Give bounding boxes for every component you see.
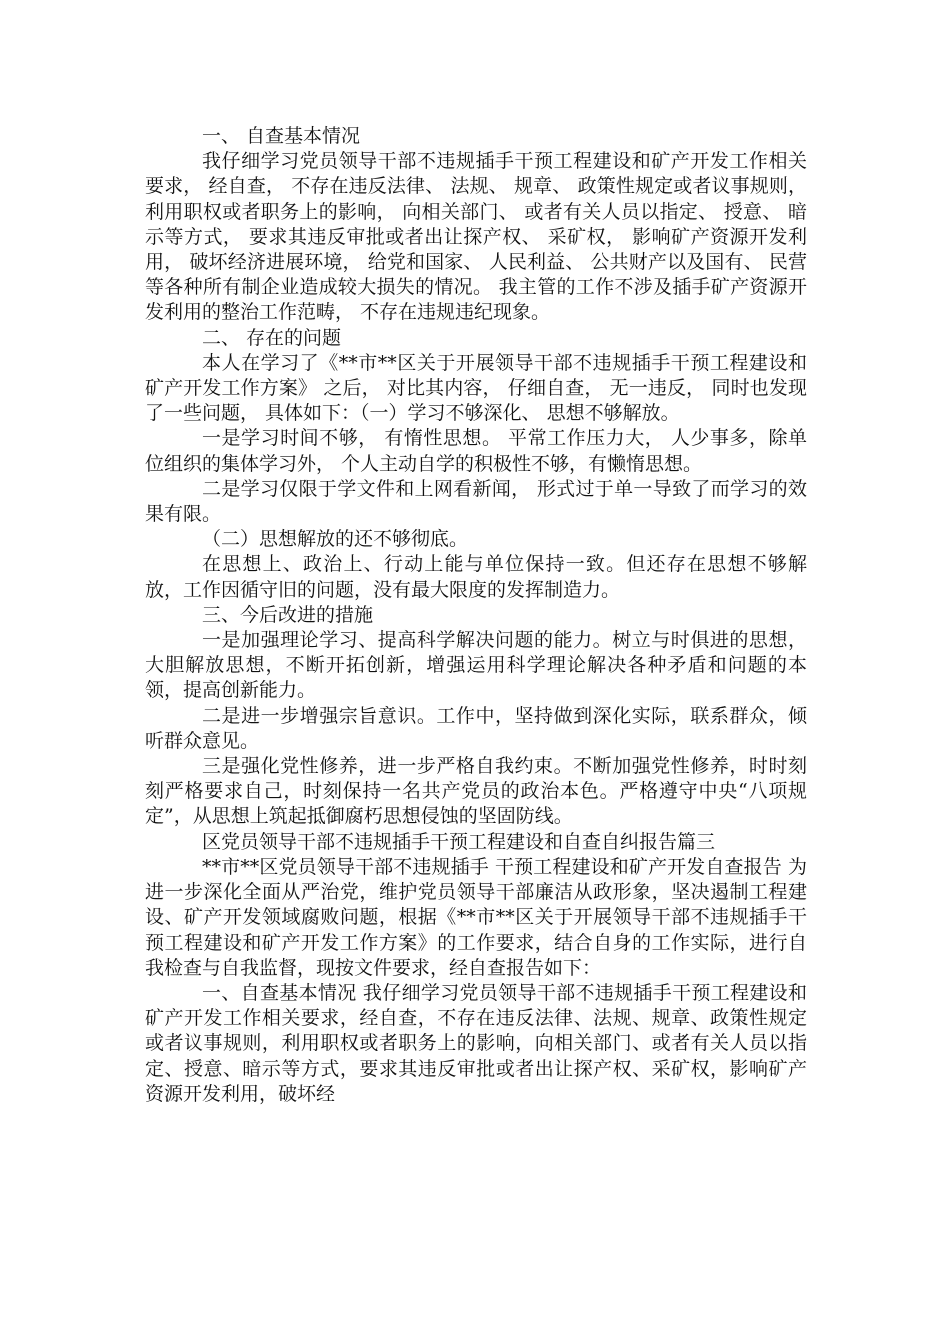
report-title-part-3: 区党员领导干部不违规插手干预工程建设和自查自纠报告篇三 [202,830,716,853]
section-heading-1: 一、 自查基本情况 [202,125,361,147]
subheading-thought: （二）思想解放的还不够彻底。 [202,528,469,551]
section-heading-3: 三、今后改进的措施 [202,603,374,626]
paragraph-measure-3: 三是强化党性修养，进一步严格自我约束。不断加强党性修养，时时刻刻严格要求自己，时刻保持一名共产党员的政治本色。严格遵守中央“八项规定”，从思想上筑起抵御腐朽思想侵蚀的坚固防线。 [145,755,807,828]
paragraph-problem-1: 一是学习时间不够， 有惰性思想。 平常工作压力大， 人少事多，除单位组织的集体学习外， 个人主动自学的积极性不够，有懒惰思想。 [145,427,807,475]
paragraph-self-check-1: 我仔细学习党员领导干部不违规插手干预工程建设和矿产开发工作相关要求， 经自查， 不存在违反法律、 法规、 规章、 政策性规定或者议事规则， 利用职权或者职务上的影响， 向相关部门、 或者有关人员以指定、 授意、 暗示等方式， 要求其违反审批或者出让探产权、 采矿权， 影响矿产资源开发利用， 破坏经济进展环境， 给党和国家、 人民利益、 公共财产以及国有、 民营等各种所有制企业造成较大损失的情况。 我主管的工作不涉及插手矿产资源开发利用的整治工作范畴， 不存在违规违纪现象。 [145,150,814,324]
paragraph-problem-2: 二是学习仅限于学文件和上网看新闻， 形式过于单一导致了而学习的效果有限。 [145,477,807,526]
document-page [145,124,814,1107]
paragraph-measure-2: 二是进一步增强宗旨意识。工作中，坚持做到深化实际，联系群众，倾听群众意见。 [145,704,807,752]
paragraph-thought: 在思想上、政治上、行动上能与单位保持一致。但还存在思想不够解放，工作因循守旧的问题，没有最大限度的发挥制造力。 [145,553,807,601]
paragraph-self-check-2: 一、自查基本情况 我仔细学习党员领导干部不违规插手干预工程建设和矿产开发工作相关要求，经自查，不存在违反法律、法规、规章、政策性规定或者议事规则，利用职权或者职务上的影响，向相关部门、或者有关人员以指定、授意、暗示等方式，要求其违反审批或者出让探产权、采矿权，影响矿产资源开发利用，破坏经 [145,981,807,1105]
paragraph-report-intro: **市**区党员领导干部不违规插手 干预工程建设和矿产开发自查报告 为进一步深化全面从严治党，维护党员领导干部廉洁从政形象，坚决遏制工程建设、矿产开发领域腐败问题，根据《**市**区关于开展领导干部不违规插手干预工程建设和矿产开发工作方案》的工作要求，结合自身的工作实际，进行自我检查与自我监督，现按文件要求，经自查报告如下： [145,855,807,979]
paragraph-problems-intro: 本人在学习了《**市**区关于开展领导干部不违规插手干预工程建设和矿产开发工作方案》 之后， 对比其内容， 仔细自查， 无一违反， 同时也发现了一些问题， 具体如下：（一）学习不够深化、 思想不够解放。 [145,351,807,425]
paragraph-measure-1: 一是加强理论学习、提高科学解决问题的能力。树立与时俱进的思想，大胆解放思想，不断开拓创新，增强运用科学理论解决各种矛盾和问题的本领，提高创新能力。 [145,629,807,702]
section-heading-2: 二、 存在的问题 [202,326,342,349]
